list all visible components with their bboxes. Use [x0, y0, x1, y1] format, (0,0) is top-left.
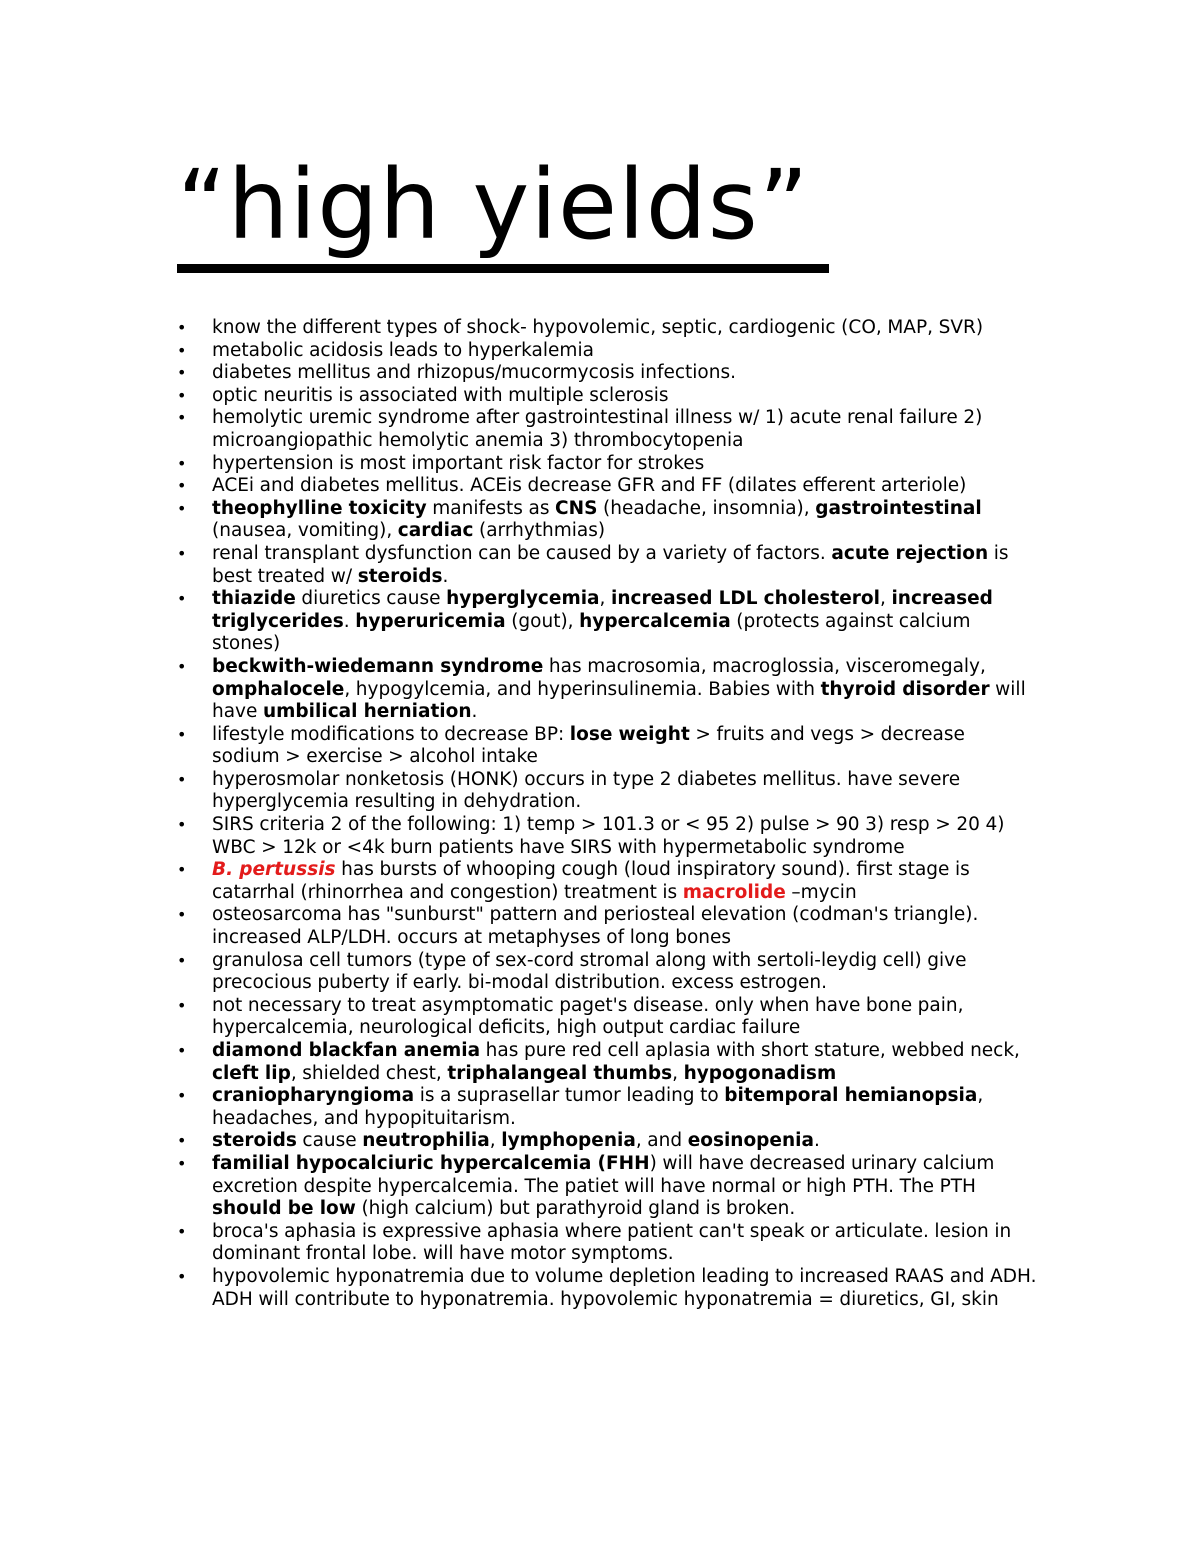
list-item-text: (gout),: [505, 610, 580, 632]
bullet-icon: •: [177, 1131, 187, 1151]
bullet-icon: •: [177, 1041, 187, 1060]
emphasized-text: neutrophilia: [362, 1130, 490, 1152]
list-item: [177, 1040, 1037, 1085]
list-item: [177, 498, 1037, 543]
list-item: [177, 588, 1037, 656]
list-item-text: broca's aphasia is expressive aphasia where patient can't speak or articulate. lesion in dominant frontal lobe. will have motor symptoms.: [212, 1220, 1012, 1265]
list-item: [177, 1153, 1037, 1221]
emphasized-text: lose weight: [569, 723, 690, 745]
emphasized-text: B. pertussis: [212, 859, 336, 881]
list-item-text: .: [471, 701, 478, 723]
emphasized-text: gastrointestinal: [815, 497, 982, 519]
list-item-text: ,: [672, 1062, 684, 1084]
list-item-text: SIRS criteria 2 of the following: 1) temp > 101.3 or < 95 2) pulse > 90 3) resp > 20 4) WBC > 12k or <4k burn patients have SIRS with hypermetabolic syndrome: [212, 814, 1005, 858]
list-item-text: know the different types of shock- hypovolemic, septic, cardiogenic (CO, MAP, SVR): [212, 317, 984, 338]
list-item-text: ,: [879, 588, 892, 610]
list-item-text: is a suprasellar tumor leading to: [414, 1085, 725, 1107]
bullet-icon: •: [177, 1153, 187, 1173]
list-item-text: has pure red cell aplasia with short stature, webbed neck,: [480, 1040, 1020, 1061]
list-item-text: hyperosmolar nonketosis (HONK) occurs in type 2 diabetes mellitus. have severe hyperglycemia resulting in dehydration.: [212, 768, 961, 813]
emphasized-text: cardiac: [397, 520, 474, 542]
list-item: [177, 656, 1037, 724]
bullet-icon: •: [177, 408, 187, 428]
emphasized-text: steroids: [212, 1130, 297, 1152]
bullet-icon: •: [177, 1086, 187, 1106]
bullet-icon: •: [177, 589, 187, 609]
emphasized-text: lymphopenia: [501, 1130, 636, 1152]
bullet-icon: •: [177, 1266, 187, 1286]
bullet-icon: •: [177, 724, 187, 744]
list-item-text: not necessary to treat asymptomatic paget's disease. only when have bone pain, hypercalcemia, neurological deficits, high output cardiac failure: [212, 994, 964, 1039]
list-item-text: has macrosomia, macroglossia, visceromegaly,: [543, 655, 986, 677]
list-item-text: metabolic acidosis leads to hyperkalemia: [212, 339, 594, 361]
list-item: [177, 475, 1037, 498]
bullet-icon: •: [177, 318, 187, 337]
list-item: [177, 995, 1037, 1040]
list-item-text: diuretics cause: [295, 588, 447, 610]
list-item-text: lifestyle modifications to decrease BP:: [212, 723, 570, 745]
emphasized-text: familial hypocalciuric hypercalcemia (FHH: [212, 1152, 650, 1174]
emphasized-text: theophylline toxicity: [212, 497, 427, 519]
emphasized-text: increased LDL cholesterol: [611, 588, 880, 610]
emphasized-text: eosinopenia: [687, 1130, 814, 1152]
list-item-text: osteosarcoma has "sunburst" pattern and periosteal elevation (codman's triangle). increased ALP/LDH. occurs at metaphyses of long bones: [212, 904, 979, 949]
list-item-text: , headaches, and hypopituitarism.: [212, 1085, 984, 1129]
emphasized-text: CNS: [555, 497, 598, 519]
list-item-text: , hypogylcemia, and hyperinsulinemia. Babies with: [344, 678, 821, 700]
emphasized-text: umbilical herniation: [262, 701, 472, 723]
bullet-icon: •: [177, 543, 187, 563]
list-item: [177, 543, 1037, 588]
emphasized-text: beckwith-wiedemann syndrome: [212, 655, 544, 677]
list-item: [177, 453, 1037, 476]
bullet-icon: •: [177, 769, 187, 789]
list-item-text: has bursts of whooping cough (loud inspiratory sound). first stage is catarrhal (rhinorrhea and congestion) treatment is: [212, 859, 970, 903]
list-item: [177, 362, 1037, 385]
list-item: [177, 859, 1037, 904]
list-item: [177, 317, 1037, 340]
list-item-text: , and: [635, 1130, 688, 1152]
bullet-icon: •: [177, 340, 187, 360]
bullet-icon: •: [177, 476, 187, 496]
list-item: [177, 769, 1037, 814]
list-item: [177, 1085, 1037, 1130]
emphasized-text: bitemporal hemianopsia: [724, 1085, 978, 1107]
emphasized-text: acute rejection: [831, 542, 989, 564]
emphasized-text: diamond blackfan anemia: [212, 1040, 481, 1061]
list-item-text: optic neuritis is associated with multiple sclerosis: [212, 384, 669, 406]
list-item-text: .: [813, 1130, 820, 1152]
emphasized-text: omphalocele: [212, 678, 345, 700]
emphasized-text: hypercalcemia: [579, 610, 731, 632]
list-item: [177, 724, 1037, 769]
list-item-text: (nausea, vomiting),: [212, 520, 398, 542]
emphasized-text: triphalangeal thumbs: [447, 1062, 673, 1084]
list-item: [177, 1130, 1037, 1153]
list-item-text: (arrhythmias): [473, 520, 606, 542]
bullet-icon: •: [177, 1221, 187, 1241]
emphasized-text: cleft lip: [212, 1062, 291, 1084]
list-item-text: hemolytic uremic syndrome after gastrointestinal illness w/ 1) acute renal failure 2) microangiopathic hemolytic anemia 3) thrombocytopenia: [212, 407, 983, 451]
document-title: “high yields”: [177, 150, 829, 273]
emphasized-text: hyperuricemia: [355, 610, 506, 632]
list-item-text: ,: [599, 588, 612, 610]
list-item-text: ACEi and diabetes mellitus. ACEis decrease GFR and FF (dilates efferent arteriole): [212, 475, 967, 497]
list-item: [177, 340, 1037, 363]
list-item-text: manifests as: [426, 497, 556, 519]
list-item-text: (protects against calcium stones): [212, 610, 971, 655]
list-item-text: diabetes mellitus and rhizopus/mucormycosis infections.: [212, 362, 736, 384]
list-item-text: , shielded chest,: [290, 1062, 448, 1084]
list-item-text: granulosa cell tumors (type of sex-cord stromal along with sertoli-leydig cell) give precocious puberty if early. bi-modal distribution. excess estrogen.: [212, 949, 967, 994]
bullet-icon: •: [177, 815, 187, 835]
bullet-icon: •: [177, 950, 187, 970]
bullet-icon: •: [177, 363, 187, 383]
emphasized-text: craniopharyngioma: [212, 1085, 415, 1107]
emphasized-text: thiazide: [212, 588, 296, 610]
list-item: [177, 1266, 1037, 1311]
list-item: [177, 904, 1037, 949]
list-item: [177, 1221, 1037, 1266]
bullet-icon: •: [177, 498, 187, 518]
list-item-text: (high calcium) but parathyroid gland is broken.: [355, 1198, 796, 1220]
notes-list: [177, 317, 1037, 1311]
bullet-icon: •: [177, 860, 187, 880]
emphasized-text: steroids: [357, 565, 443, 587]
emphasized-text: hyperglycemia: [446, 588, 600, 610]
bullet-icon: •: [177, 385, 187, 405]
bullet-icon: •: [177, 905, 187, 925]
bullet-icon: •: [177, 453, 187, 473]
list-item-text: hypovolemic hyponatremia due to volume depletion leading to increased RAAS and ADH. ADH will contribute to hyponatremia. hypovolemic hyponatremia = diuretics, GI, skin: [212, 1265, 1037, 1310]
list-item-text: hypertension is most important risk factor for strokes: [212, 452, 705, 474]
list-item-text: .: [442, 565, 449, 587]
list-item-text: will have: [212, 678, 1026, 723]
list-item: [177, 385, 1037, 408]
bullet-icon: •: [177, 656, 187, 676]
list-item-text: is best treated w/: [212, 542, 1009, 587]
bullet-icon: •: [177, 995, 187, 1015]
emphasized-text: thyroid disorder: [820, 678, 990, 700]
list-item-text: > fruits and vegs > decrease sodium > exercise > alcohol intake: [212, 723, 965, 768]
list-item-text: ) will have decreased urinary calcium excretion despite hypercalcemia. The patiet will have normal or high PTH. The PTH: [212, 1152, 995, 1197]
list-item-text: ,: [489, 1130, 502, 1152]
list-item-text: –mycin: [785, 881, 857, 903]
emphasized-text: increased triglycerides: [212, 588, 993, 632]
list-item-text: cause: [296, 1130, 363, 1152]
list-item-text: .: [343, 610, 356, 632]
list-item-text: (headache, insomnia),: [597, 497, 816, 519]
emphasized-text: hypogonadism: [683, 1062, 837, 1084]
list-item-text: renal transplant dysfunction can be caused by a variety of factors.: [212, 542, 832, 564]
list-item: [177, 814, 1037, 859]
list-item: [177, 407, 1037, 452]
list-item: [177, 950, 1037, 995]
emphasized-text: should be low: [212, 1198, 356, 1220]
emphasized-text: macrolide: [682, 881, 786, 903]
